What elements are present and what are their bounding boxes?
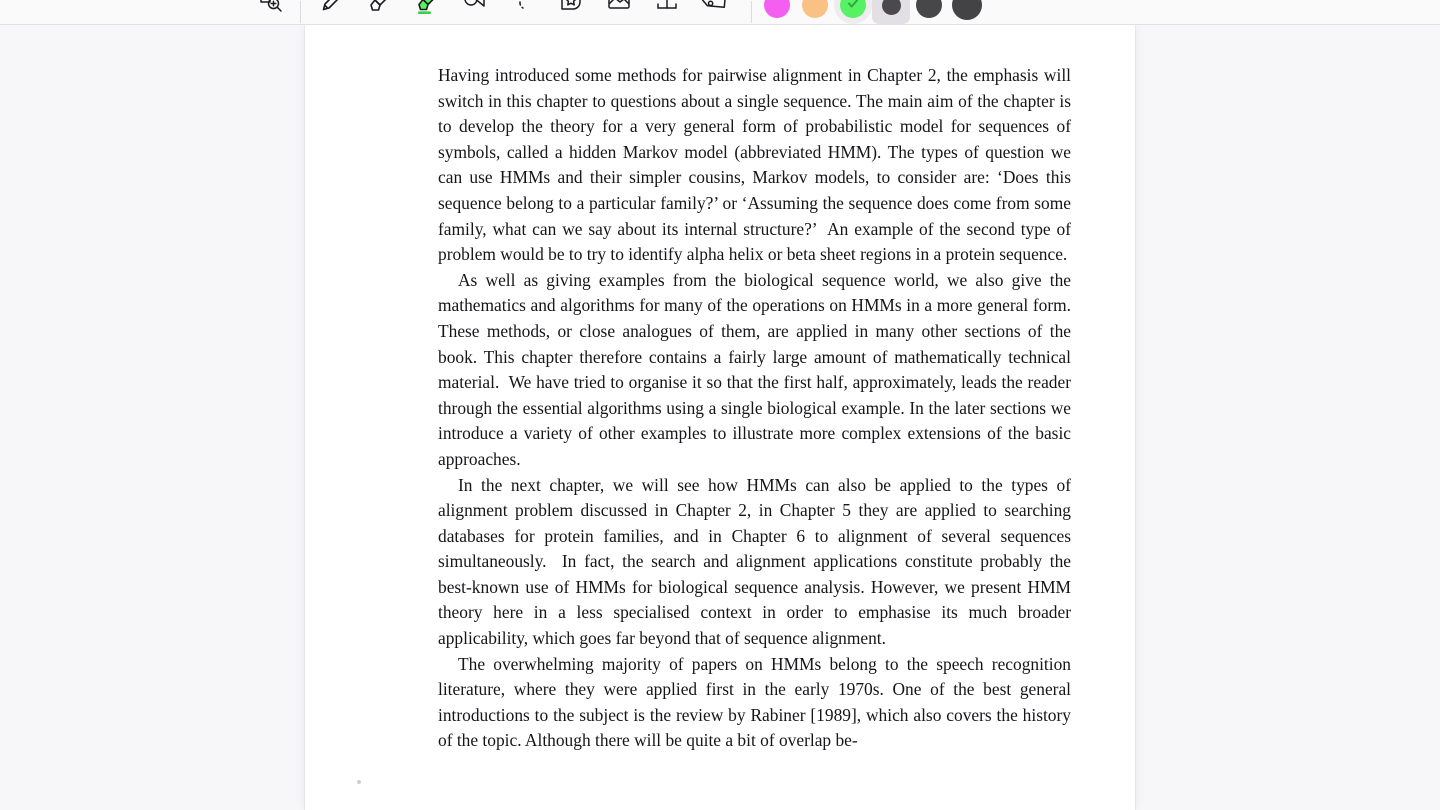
image-icon: [604, 0, 634, 17]
swatch-orange-dot: [802, 0, 828, 18]
paragraph-1: Having introduced some methods for pairwise alignment in Chapter 2, the emphasis will switch in this chapter to questions about a single sequence. The main aim of the chapter is to develop the theory for a very general form of probabilistic model for sequences of symbols, called a hidden Markov model (abbreviated HMM). The types of question we can use HMMs and their simpler cousins, Markov models, to consider are: ‘Does this sequence belong to a particular family?’ or ‘Assuming the sequence does come from some family, what can we say about its internal structure?’ An example of the second type of problem would be to try to identify alpha helix or beta sheet regions in a protein sequence.: [438, 65, 1076, 265]
highlighter-green-icon: [412, 0, 442, 17]
paragraph-2: As well as giving examples from the biological sequence world, we also give the mathematics and algorithms for many of the operations on HMMs in a more general form. These methods, or close analogues of them, are applied in many other sections of the book. This chapter therefore contains a fairly large amount of mathematically technical material. We have tried to organise it so that the first half, approximately, leads the reader through the essential algorithms using a single biological example. In the later sections we introduce a variety of other examples to illustrate more complex extensions of the basic approaches.: [438, 269, 1080, 469]
sticker-star-icon: [556, 0, 586, 17]
pen-icon: [316, 0, 346, 17]
swatch-orange[interactable]: [796, 0, 834, 24]
color-swatch-group: [758, 0, 986, 24]
pen-tool[interactable]: [307, 0, 355, 24]
toolbar-divider-1: [300, 1, 301, 23]
tag-tool[interactable]: [691, 0, 739, 24]
image-tool[interactable]: [595, 0, 643, 24]
zoom-select-tool[interactable]: [246, 0, 294, 24]
toolbar-divider-2: [751, 1, 752, 23]
lasso-icon: [508, 0, 538, 17]
paragraph-4: The overwhelming majority of papers on HMMs belong to the speech recognition literature, where they were applied first in the early 1970s. One of the best general introductions to the subject is the review by Rabiner [1989], which also covers the history of the topic. Although there will be quite a bit of overlap be-: [438, 653, 1076, 751]
tag-icon: [700, 0, 730, 17]
sticker-tool[interactable]: [547, 0, 595, 24]
page-text-body: [438, 63, 1080, 754]
swatch-dark-2-dot: [952, 0, 982, 20]
page-artifact-mark: [357, 780, 361, 784]
swatch-dark-2[interactable]: [948, 0, 986, 24]
paragraph-3: In the next chapter, we will see how HMMs can also be applied to the types of alignment problem discussed in Chapter 2, in Chapter 5 they are applied to searching databases for protein families, and in Chapter 6 to alignment of several sequences simultaneously. In fact, the search and alignment applications constitute probably the best-known use of HMMs for biological sequence analysis. However, we present HMM theory here in a less specialised context in order to emphasise its much broader applicability, which goes far beyond that of sequence alignment.: [438, 474, 1076, 649]
swatch-magenta-dot: [764, 0, 790, 18]
swatch-dark-1[interactable]: [910, 0, 948, 24]
highlighter-green-tool[interactable]: [403, 0, 451, 24]
annotation-toolbar: [0, 0, 1440, 25]
highlighter-icon: [364, 0, 394, 17]
swatch-dark-1-dot: [916, 0, 942, 18]
swatch-green-dot: [840, 0, 866, 18]
swatch-gray-small[interactable]: [872, 0, 910, 24]
text-tool[interactable]: [643, 0, 691, 24]
shape-tool[interactable]: [451, 0, 499, 24]
document-workspace[interactable]: [0, 25, 1440, 810]
lasso-tool[interactable]: [499, 0, 547, 24]
shapes-icon: [460, 0, 490, 17]
text-box-icon: [652, 0, 682, 17]
highlighter-tool[interactable]: [355, 0, 403, 24]
swatch-magenta[interactable]: [758, 0, 796, 24]
lasso-zoom-icon: [255, 0, 285, 17]
tool-group-left: [246, 0, 739, 24]
swatch-green[interactable]: [834, 0, 872, 24]
swatch-gray-dot: [882, 0, 901, 15]
pdf-page[interactable]: [305, 25, 1135, 810]
